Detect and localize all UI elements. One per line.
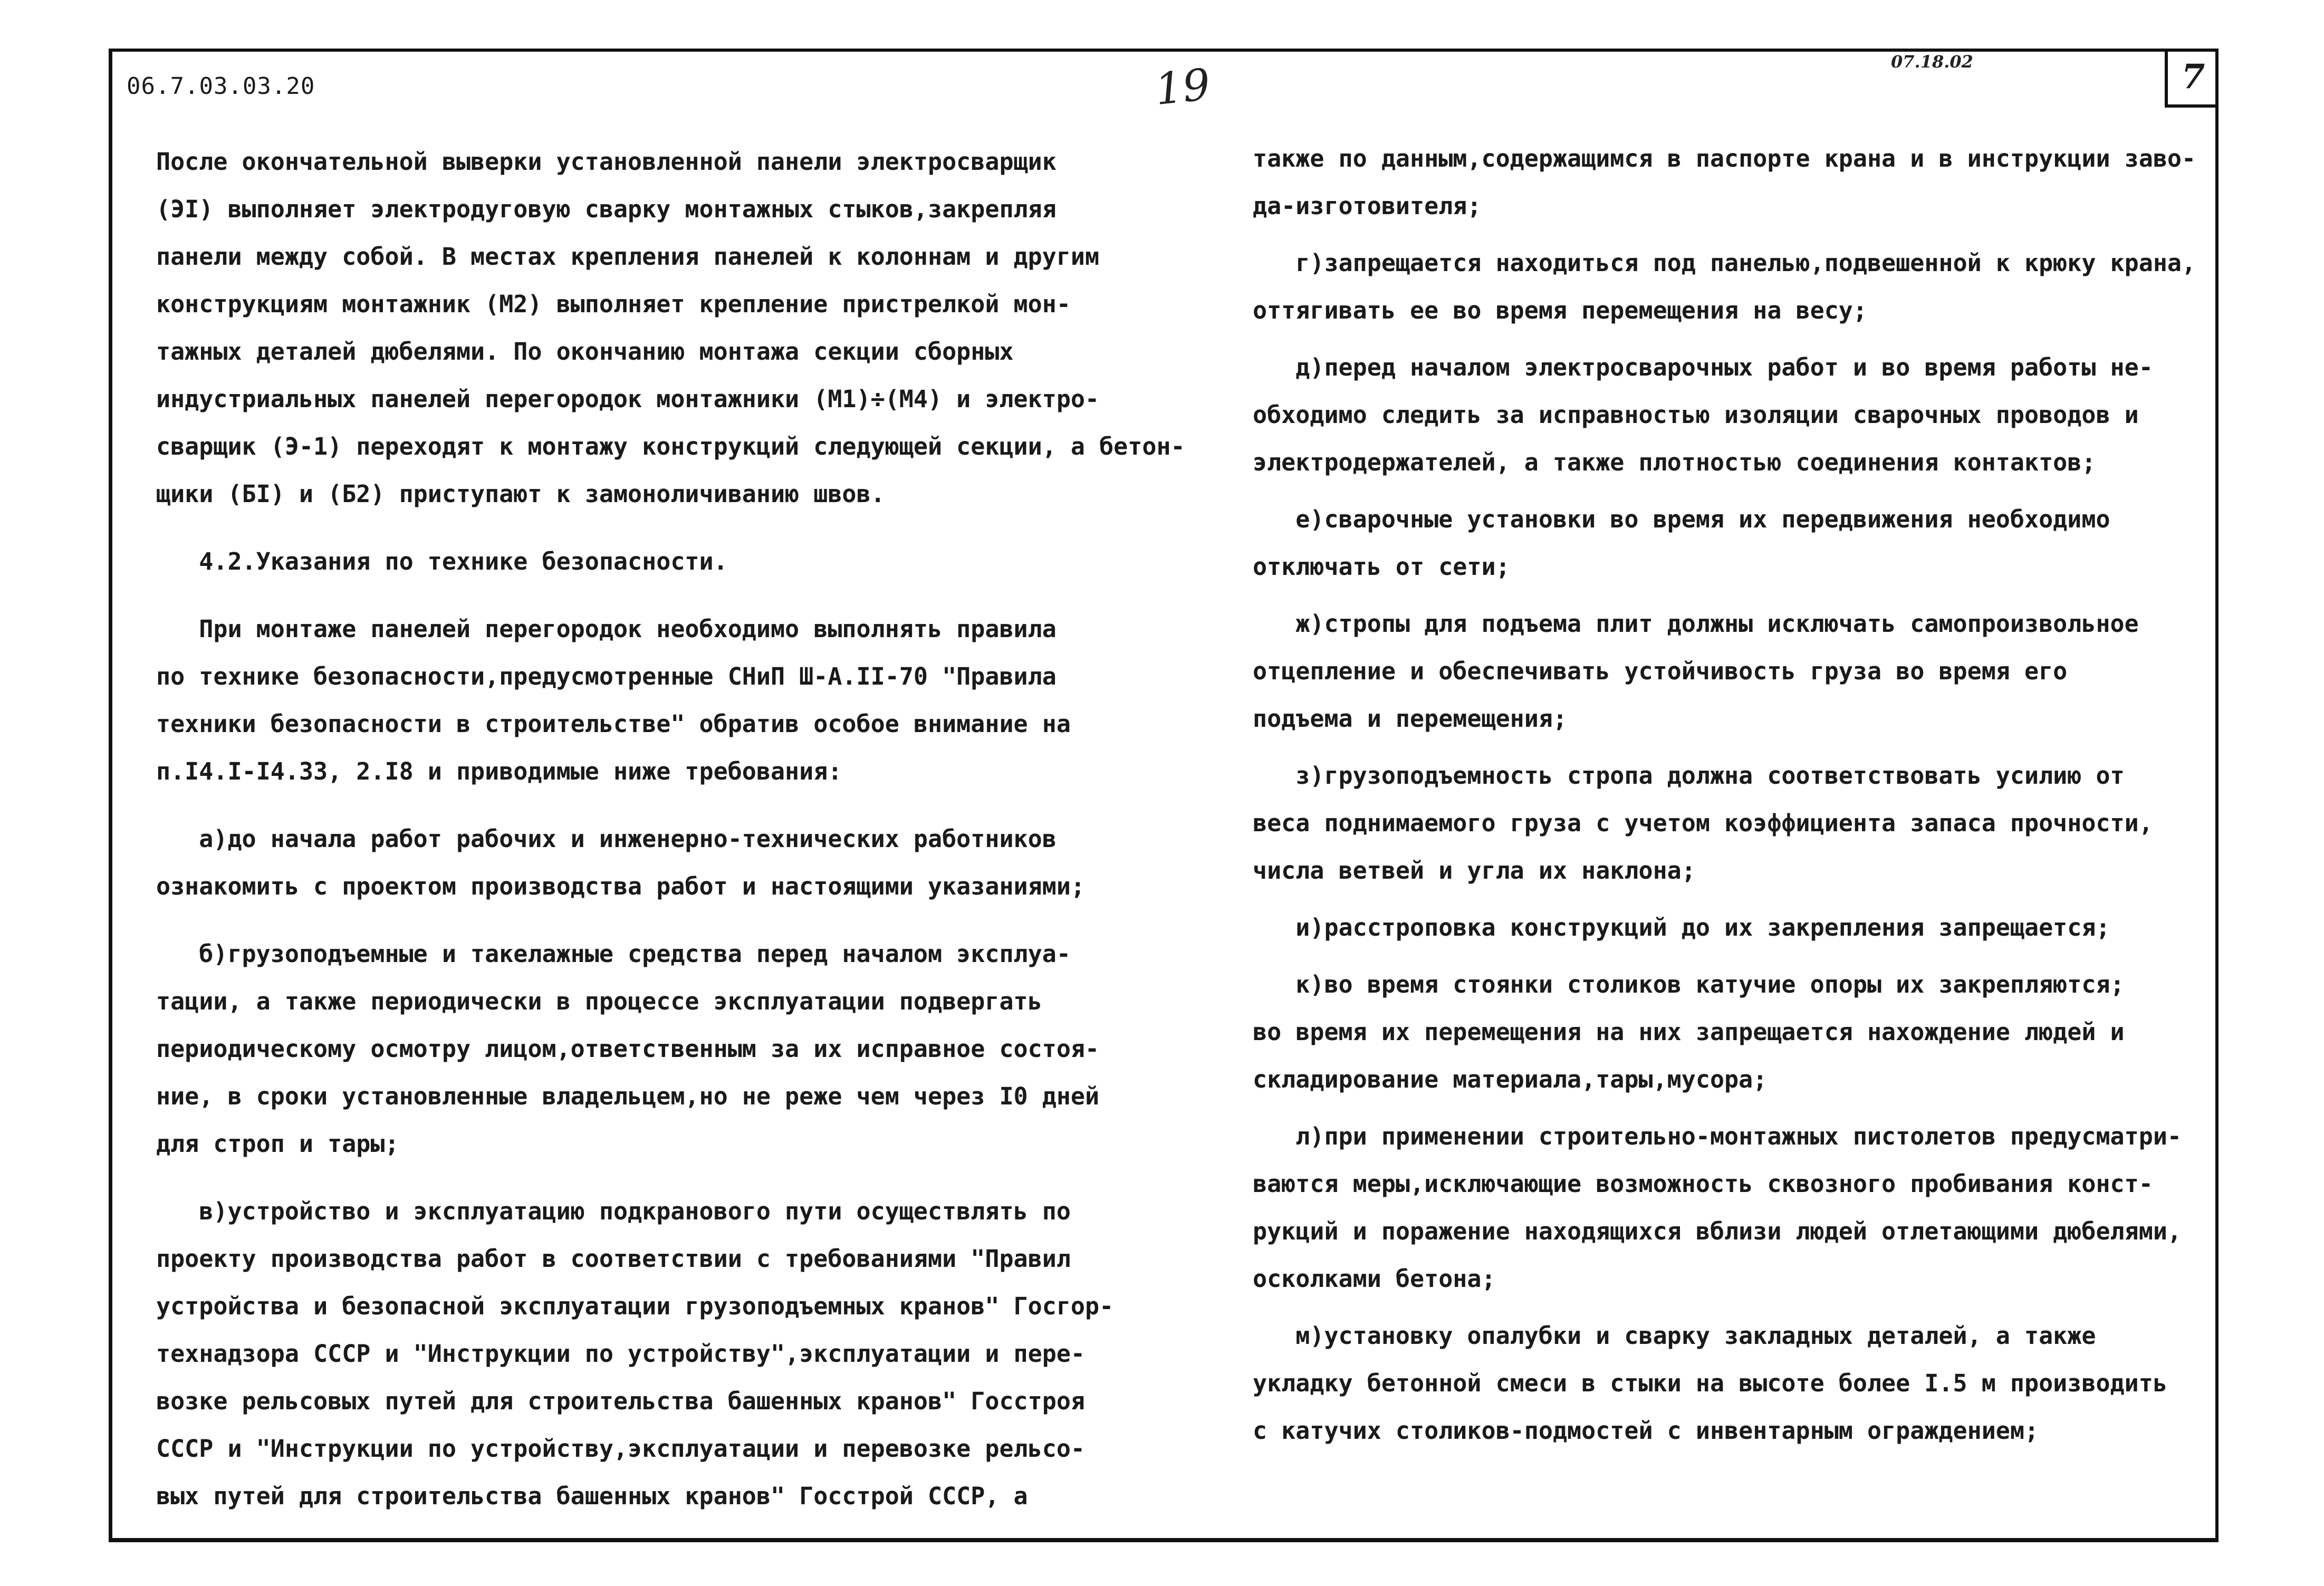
text-line: индустриальных панелей перегородок монтажники (М1)÷(М4) и электро- <box>156 385 1100 413</box>
right-text-column <box>1253 135 2218 1455</box>
text-line: е)сварочные установки во время их передвижения необходимо <box>1253 505 2110 533</box>
paragraph-gap <box>1253 486 2218 496</box>
text-line: м)установку опалубки и сварку закладных деталей, а также <box>1253 1322 2096 1350</box>
text-line: ние, в сроки установленные владельцем,но не реже чем через I0 дней <box>156 1082 1100 1110</box>
text-line: л)при применении строительно-монтажных пистолетов предусматри- <box>1253 1122 2182 1150</box>
text-line: возке рельсовых путей для строительства башенных кранов" Госстроя <box>156 1387 1085 1415</box>
text-line: оттягивать ее во время перемещения на весу; <box>1253 296 1867 324</box>
text-line: тажных деталей дюбелями. По окончанию монтажа секции сборных <box>156 338 1014 366</box>
paragraph-gap <box>1253 1103 2218 1113</box>
text-line: проекту производства работ в соответствии с требованиями "Правил <box>156 1245 1071 1273</box>
handwritten-page-number: 19 <box>1153 59 1213 116</box>
text-line: щики (БI) и (Б2) приступают к замоноличиванию швов. <box>156 480 885 508</box>
paragraph-gap <box>156 910 1169 930</box>
paragraph-gap <box>1253 230 2218 239</box>
text-line: При монтаже панелей перегородок необходимо выполнять правила <box>156 615 1057 643</box>
text-line: (ЭI) выполняет электродуговую сварку монтажных стыков,закрепляя <box>156 195 1057 223</box>
text-line: да-изготовителя; <box>1253 192 1482 220</box>
text-line: вых путей для строительства башенных кранов" Госстрой СССР, а <box>156 1482 1028 1510</box>
paragraph-gap <box>156 1168 1169 1188</box>
paragraph-gap <box>1253 1303 2218 1312</box>
text-line: ознакомить с проектом производства работ и настоящими указаниями; <box>156 872 1085 900</box>
text-line: складирование материала,тары,мусора; <box>1253 1065 1768 1093</box>
left-text-column <box>156 138 1185 1520</box>
text-line: панели между собой. В местах крепления панелей к колоннам и другим <box>156 243 1100 271</box>
text-line: п.I4.I-I4.33, 2.I8 и приводимые ниже требования: <box>156 757 842 785</box>
text-line: з)грузоподъемность стропа должна соответствовать усилию от <box>1253 762 2125 790</box>
text-line: отключать от сети; <box>1253 553 1510 581</box>
text-line: и)расстроповка конструкций до их закрепления запрещается; <box>1253 914 2110 941</box>
sheet-number-box <box>2165 49 2219 108</box>
text-line: также по данным,содержащимся в паспорте крана и в инструкции заво- <box>1253 145 2196 172</box>
text-line: осколками бетона; <box>1253 1265 1496 1293</box>
text-line: отцепление и обеспечивать устойчивость груза во время его <box>1253 657 2068 685</box>
text-line: ваются меры,исключающие возможность сквозного пробивания конст- <box>1253 1170 2153 1198</box>
text-line: во время их перемещения на них запрещается нахождение людей и <box>1253 1018 2125 1046</box>
text-line: сварщик (Э-1) переходят к монтажу конструкций следующей секции, а бетон- <box>156 432 1185 460</box>
text-line: веса поднимаемого груза с учетом коэффициента запаса прочности, <box>1253 809 2153 837</box>
text-line: а)до начала работ рабочих и инженерно-технических работников <box>156 825 1057 853</box>
text-line: к)во время стоянки столиков катучие опоры их закрепляются; <box>1253 970 2125 998</box>
text-line: б)грузоподъемные и такелажные средства перед началом эксплуа- <box>156 940 1071 968</box>
paragraph-gap <box>1253 334 2218 344</box>
text-line: в)устройство и эксплуатацию подкранового пути осуществлять по <box>156 1197 1071 1225</box>
text-line: тации, а также периодически в процессе эксплуатации подвергать <box>156 987 1042 1015</box>
text-line: ж)стропы для подъема плит должны исключать самопроизвольное <box>1253 610 2139 638</box>
paragraph-gap <box>1253 895 2218 904</box>
text-line: для строп и тары; <box>156 1130 399 1158</box>
text-line: После окончательной выверки установленной панели электросварщик <box>156 148 1057 176</box>
text-line: г)запрещается находиться под панелью,подвешенной к крюку крана, <box>1253 249 2196 277</box>
text-line: обходимо следить за исправностью изоляции сварочных проводов и <box>1253 401 2139 429</box>
text-line: укладку бетонной смеси в стыки на высоте более I.5 м производить <box>1253 1369 2167 1397</box>
text-line: с катучих столиков-подмостей с инвентарным ограждением; <box>1253 1417 2039 1445</box>
text-line: электродержателей, а также плотностью соединения контактов; <box>1253 448 2096 476</box>
text-line: подъема и перемещения; <box>1253 705 1568 733</box>
paragraph-gap <box>156 518 1169 538</box>
text-line: числа ветвей и угла их наклона; <box>1253 857 1696 885</box>
text-line: конструкциям монтажник (М2) выполняет крепление пристрелкой мон- <box>156 290 1071 318</box>
text-line: по технике безопасности,предусмотренные СНиП Ш-А.II-70 "Правила <box>156 662 1057 690</box>
paragraph-gap <box>1253 951 2218 961</box>
text-line: СССР и "Инструкции по устройству,эксплуатации и перевозке рельсо- <box>156 1435 1085 1463</box>
paragraph-gap <box>1253 591 2218 600</box>
paragraph-gap <box>1253 743 2218 752</box>
handwritten-date: 07.18.02 <box>1891 52 1973 72</box>
text-line: техники безопасности в строительстве" обратив особое внимание на <box>156 710 1071 738</box>
text-line: периодическому осмотру лицом,ответственным за их исправное состоя- <box>156 1035 1100 1063</box>
text-line: 4.2.Указания по технике безопасности. <box>156 547 728 575</box>
text-line: технадзора СССР и "Инструкции по устройству",эксплуатации и пере- <box>156 1340 1085 1368</box>
text-line: д)перед началом электросварочных работ и во время работы не- <box>1253 353 2153 381</box>
text-line: устройства и безопасной эксплуатации грузоподъемных кранов" Госгор- <box>156 1292 1114 1320</box>
text-line: рукций и поражение находящихся вблизи людей отлетающими дюбелями, <box>1253 1217 2182 1245</box>
sheet-number: 7 <box>2181 56 2205 97</box>
paragraph-gap <box>156 795 1169 815</box>
document-code: 06.7.03.03.20 <box>127 73 315 100</box>
paragraph-gap <box>156 585 1169 605</box>
